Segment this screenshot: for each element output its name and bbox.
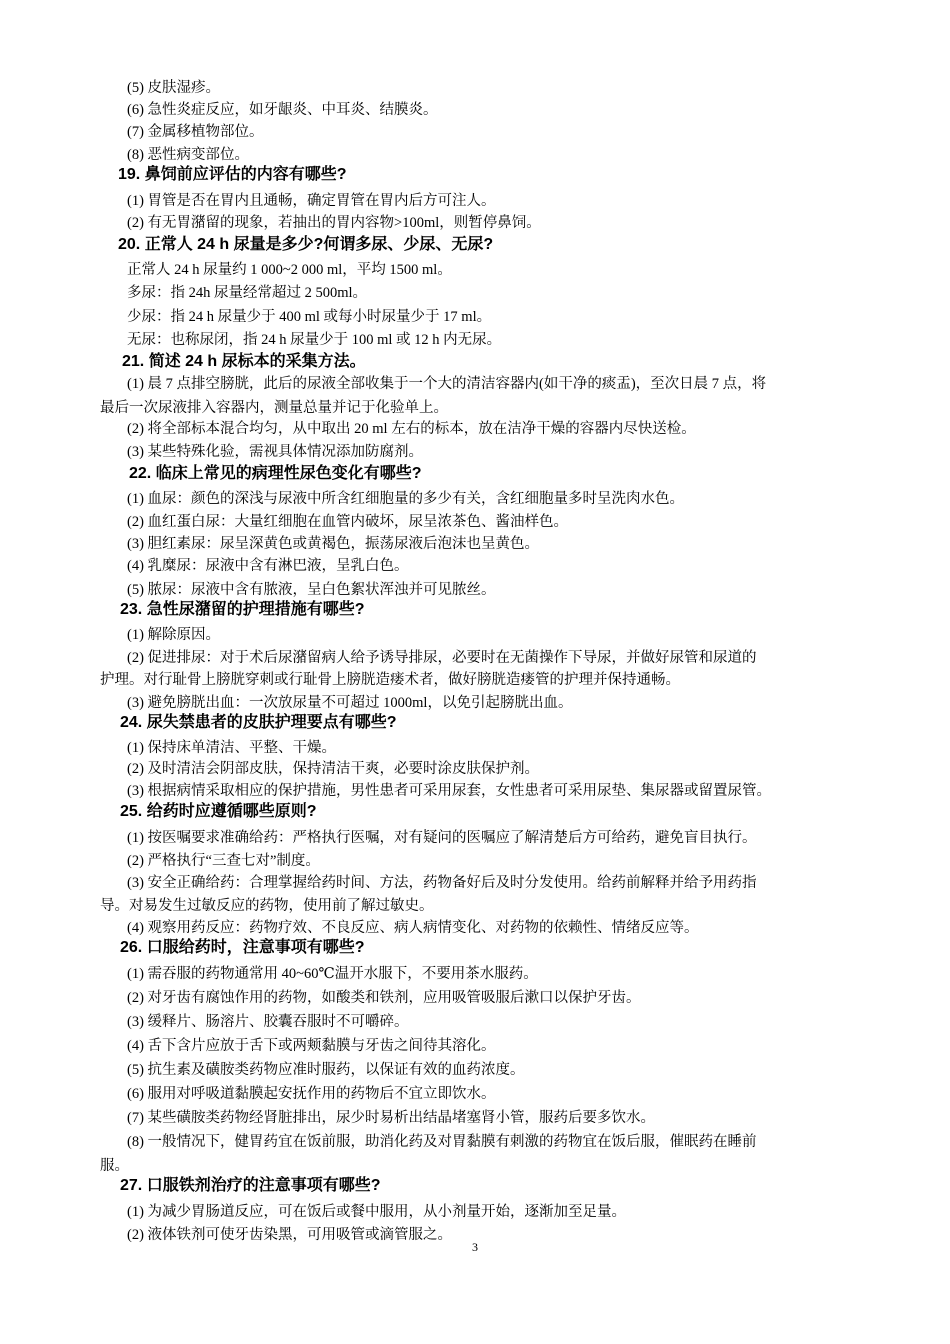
- text-line: (5) 脓尿：尿液中含有脓液，呈白色絮状浑浊并可见脓丝。: [127, 582, 496, 598]
- text-line: (7) 某些磺胺类药物经肾脏排出，尿少时易析出结晶堵塞肾小管，服药后要多饮水。: [127, 1110, 656, 1126]
- text-line: (7) 金属移植物部位。: [127, 124, 264, 140]
- text-line: (6) 服用对呼吸道黏膜起安抚作用的药物后不宜立即饮水。: [127, 1086, 496, 1102]
- text-line: 少尿：指 24 h 尿量少于 400 ml 或每小时尿量少于 17 ml。: [127, 309, 492, 325]
- text-line: (3) 某些特殊化验，需视具体情况添加防腐剂。: [127, 444, 424, 460]
- text-line: (2) 及时清洁会阴部皮肤，保持清洁干爽，必要时涂皮肤保护剂。: [127, 761, 540, 777]
- text-line: (1) 胃管是否在胃内且通畅，确定胃管在胃内后方可注人。: [127, 193, 496, 209]
- text-line: (2) 有无胃潴留的现象，若抽出的胃内容物>100ml，则暂停鼻饲。: [127, 215, 541, 231]
- question-heading: 19. 鼻饲前应评估的内容有哪些?: [118, 166, 347, 183]
- question-heading: 26. 口服给药时，注意事项有哪些?: [120, 939, 365, 956]
- text-line: 正常人 24 h 尿量约 1 000~2 000 ml，平均 1500 ml。: [127, 262, 452, 278]
- text-line: (6) 急性炎症反应，如牙龈炎、中耳炎、结膜炎。: [127, 102, 438, 118]
- text-line: 护理。对行耻骨上膀胱穿刺或行耻骨上膀胱造瘘术者，做好膀胱造瘘管的护理并保持通畅。: [100, 672, 680, 688]
- text-line: (3) 缓释片、肠溶片、胶囊吞服时不可嚼碎。: [127, 1014, 409, 1030]
- text-line: (1) 按医嘱要求准确给药：严格执行医嘱，对有疑问的医嘱应了解清楚后方可给药，避免盲目执行。: [127, 830, 757, 846]
- text-line: (4) 观察用药反应：药物疗效、不良反应、病人病情变化、对药物的依赖性、情绪反应等。: [127, 920, 699, 936]
- text-line: 无尿：也称尿闭，指 24 h 尿量少于 100 ml 或 12 h 内无尿。: [127, 332, 502, 348]
- text-line: (4) 舌下含片应放于舌下或两颊黏膜与牙齿之间待其溶化。: [127, 1038, 496, 1054]
- text-line: (2) 将全部标本混合均匀，从中取出 20 ml 左右的标本，放在洁净干燥的容器内尽快送检。: [127, 421, 696, 437]
- question-heading: 23. 急性尿潴留的护理措施有哪些?: [120, 601, 365, 618]
- question-heading: 25. 给药时应遵循哪些原则?: [120, 803, 317, 820]
- text-line: (8) 一般情况下，健胃药宜在饭前服，助消化药及对胃黏膜有刺激的药物宜在饭后服，催眠药在睡前: [127, 1134, 757, 1150]
- text-line: (5) 皮肤湿疹。: [127, 80, 221, 96]
- text-line: (2) 促进排尿：对于术后尿潴留病人给予诱导排尿，必要时在无菌操作下导尿，并做好尿管和尿道的: [127, 650, 757, 666]
- question-heading: 20. 正常人 24 h 尿量是多少?何谓多尿、少尿、无尿?: [118, 236, 494, 253]
- text-line: (8) 恶性病变部位。: [127, 147, 250, 163]
- text-line: (1) 为减少胃肠道反应，可在饭后或餐中服用，从小剂量开始，逐渐加至足量。: [127, 1204, 627, 1220]
- text-line: (1) 血尿：颜色的深浅与尿液中所含红细胞量的多少有关，含红细胞量多时呈洗肉水色。: [127, 491, 685, 507]
- text-line: (1) 保持床单清洁、平整、干燥。: [127, 740, 337, 756]
- text-line: (3) 胆红素尿：尿呈深黄色或黄褐色，振荡尿液后泡沫也呈黄色。: [127, 536, 540, 552]
- question-heading: 22. 临床上常见的病理性尿色变化有哪些?: [129, 465, 422, 482]
- text-line: (3) 避免膀胱出血：一次放尿量不可超过 1000ml，以免引起膀胱出血。: [127, 695, 573, 711]
- text-line: (2) 严格执行“三查七对”制度。: [127, 853, 320, 869]
- text-line: (1) 解除原因。: [127, 627, 221, 643]
- text-line: (1) 需吞服的药物通常用 40~60℃温开水服下，不要用茶水服药。: [127, 966, 538, 982]
- text-line: (5) 抗生素及磺胺类药物应准时服药，以保证有效的血药浓度。: [127, 1062, 525, 1078]
- question-heading: 21. 简述 24 h 尿标本的采集方法。: [122, 353, 366, 370]
- question-heading: 24. 尿失禁患者的皮肤护理要点有哪些?: [120, 714, 397, 731]
- text-line: 导。对易发生过敏反应的药物，使用前了解过敏史。: [100, 898, 434, 914]
- text-line: (4) 乳糜尿：尿液中含有淋巴液，呈乳白色。: [127, 558, 409, 574]
- text-line: (3) 根据病情采取相应的保护措施，男性患者可采用尿套，女性患者可采用尿垫、集尿器或留置尿管。: [127, 783, 772, 799]
- text-line: (1) 晨 7 点排空膀胱，此后的尿液全部收集于一个大的清洁容器内(如干净的痰盂)，至次日晨 7 点，将: [127, 376, 767, 392]
- question-heading: 27. 口服铁剂治疗的注意事项有哪些?: [120, 1177, 381, 1194]
- text-line: 多尿：指 24h 尿量经常超过 2 500ml。: [127, 285, 368, 301]
- text-line: (2) 对牙齿有腐蚀作用的药物，如酸类和铁剂，应用吸管吸服后漱口以保护牙齿。: [127, 990, 641, 1006]
- text-line: (2) 血红蛋白尿：大量红细胞在血管内破坏，尿呈浓茶色、酱油样色。: [127, 514, 569, 530]
- text-line: 服。: [100, 1158, 129, 1174]
- text-line: (2) 液体铁剂可使牙齿染黑，可用吸管或滴管服之。: [127, 1227, 453, 1243]
- text-line: 最后一次尿液排入容器内，测量总量并记于化验单上。: [100, 400, 448, 416]
- text-line: (3) 安全正确给药：合理掌握给药时间、方法，药物备好后及时分发使用。给药前解释并给予用药指: [127, 875, 757, 891]
- page-number: 3: [472, 1240, 478, 1254]
